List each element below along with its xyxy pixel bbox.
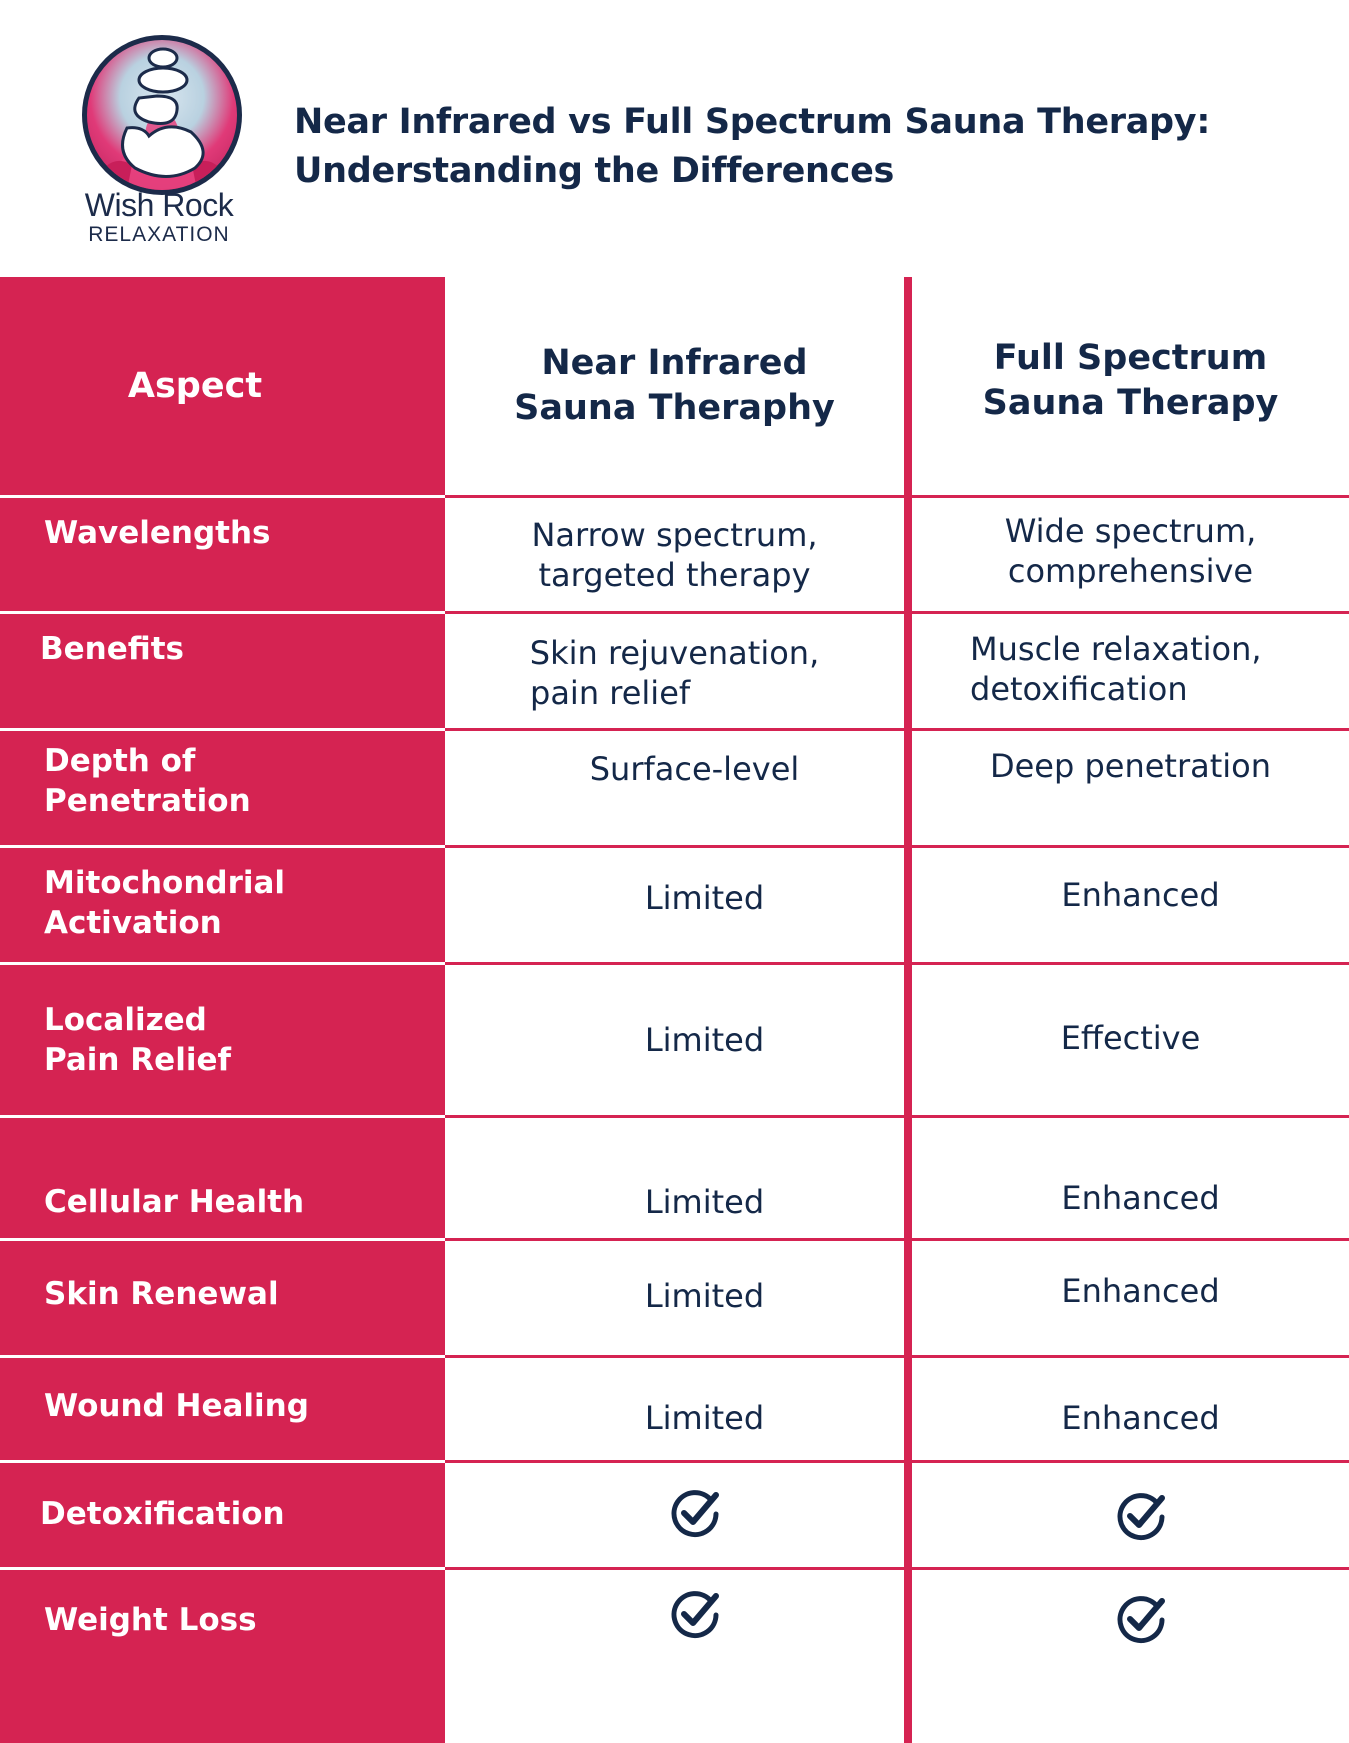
full-spectrum-cell: Muscle relaxation, detoxification [970, 630, 1262, 708]
full-spectrum-cell: Enhanced [1061, 1272, 1220, 1310]
near-infrared-cell: Limited [644, 1021, 765, 1059]
page-title-line-1: Near Infrared vs Full Spectrum Sauna Therapy: [294, 102, 1211, 142]
aspect-cell: Skin Renewal [44, 1275, 279, 1312]
full-spectrum-cell: Deep penetration [989, 747, 1272, 785]
header-full-spectrum-line-2: Sauna Therapy [982, 383, 1279, 423]
header-full-spectrum [912, 277, 1349, 485]
brand-logo [70, 30, 260, 250]
check-circle-icon [667, 1587, 723, 1643]
aspect-cell: Weight Loss [44, 1602, 257, 1638]
header-near-infrared-line-1: Near Infrared [541, 343, 808, 383]
near-infrared-cell: Surface-level [589, 750, 800, 788]
near-infrared-cell: Skin rejuvenation, pain relief [529, 634, 820, 712]
near-infrared-cell: Limited [644, 879, 765, 917]
aspect-cell: Depth of Penetration [44, 743, 251, 819]
aspect-cell: Cellular Health [44, 1184, 305, 1220]
full-spectrum-cell: Effective [1060, 1018, 1201, 1057]
check-circle-icon [1113, 1592, 1169, 1648]
page-title [294, 98, 1334, 196]
header-near-infrared [445, 277, 904, 495]
header-full-spectrum-line-1: Full Spectrum [993, 338, 1268, 378]
header-aspect: Aspect [127, 366, 263, 406]
brand-tagline: RELAXATION [88, 223, 230, 246]
header-near-infrared-line-2: Sauna Theraphy [514, 388, 835, 428]
stacked-stones-logo-icon [82, 35, 242, 195]
aspect-cell: Localized Pain Relief [44, 1002, 231, 1078]
aspect-cell: Wound Healing [44, 1387, 309, 1424]
check-circle-icon [1113, 1489, 1169, 1545]
near-infrared-cell [445, 1570, 924, 1660]
full-spectrum-cell: Enhanced [1061, 876, 1220, 914]
aspect-cell: Benefits [40, 631, 184, 667]
table-header-row [0, 277, 1349, 495]
full-spectrum-cell [912, 1463, 1349, 1571]
aspect-cell: Mitochondrial Activation [44, 865, 286, 941]
near-infrared-cell: Narrow spectrum, targeted therapy [531, 515, 818, 594]
aspect-cell: Wavelengths [44, 515, 271, 551]
brand-name: Wish Rock [84, 187, 234, 223]
page-header [0, 0, 1349, 277]
near-infrared-cell: Limited [644, 1183, 765, 1221]
near-infrared-cell: Limited [644, 1277, 765, 1315]
page-title-line-2: Understanding the Differences [294, 151, 895, 191]
check-circle-icon [667, 1486, 723, 1542]
full-spectrum-cell: Enhanced [1061, 1399, 1220, 1437]
near-infrared-cell: Limited [644, 1399, 765, 1437]
near-infrared-cell [445, 1463, 924, 1565]
full-spectrum-cell: Enhanced [1061, 1179, 1220, 1217]
full-spectrum-cell [912, 1570, 1349, 1670]
comparison-table [0, 277, 1349, 1743]
full-spectrum-cell: Wide spectrum, comprehensive [1004, 511, 1257, 590]
aspect-cell: Detoxification [40, 1496, 285, 1532]
